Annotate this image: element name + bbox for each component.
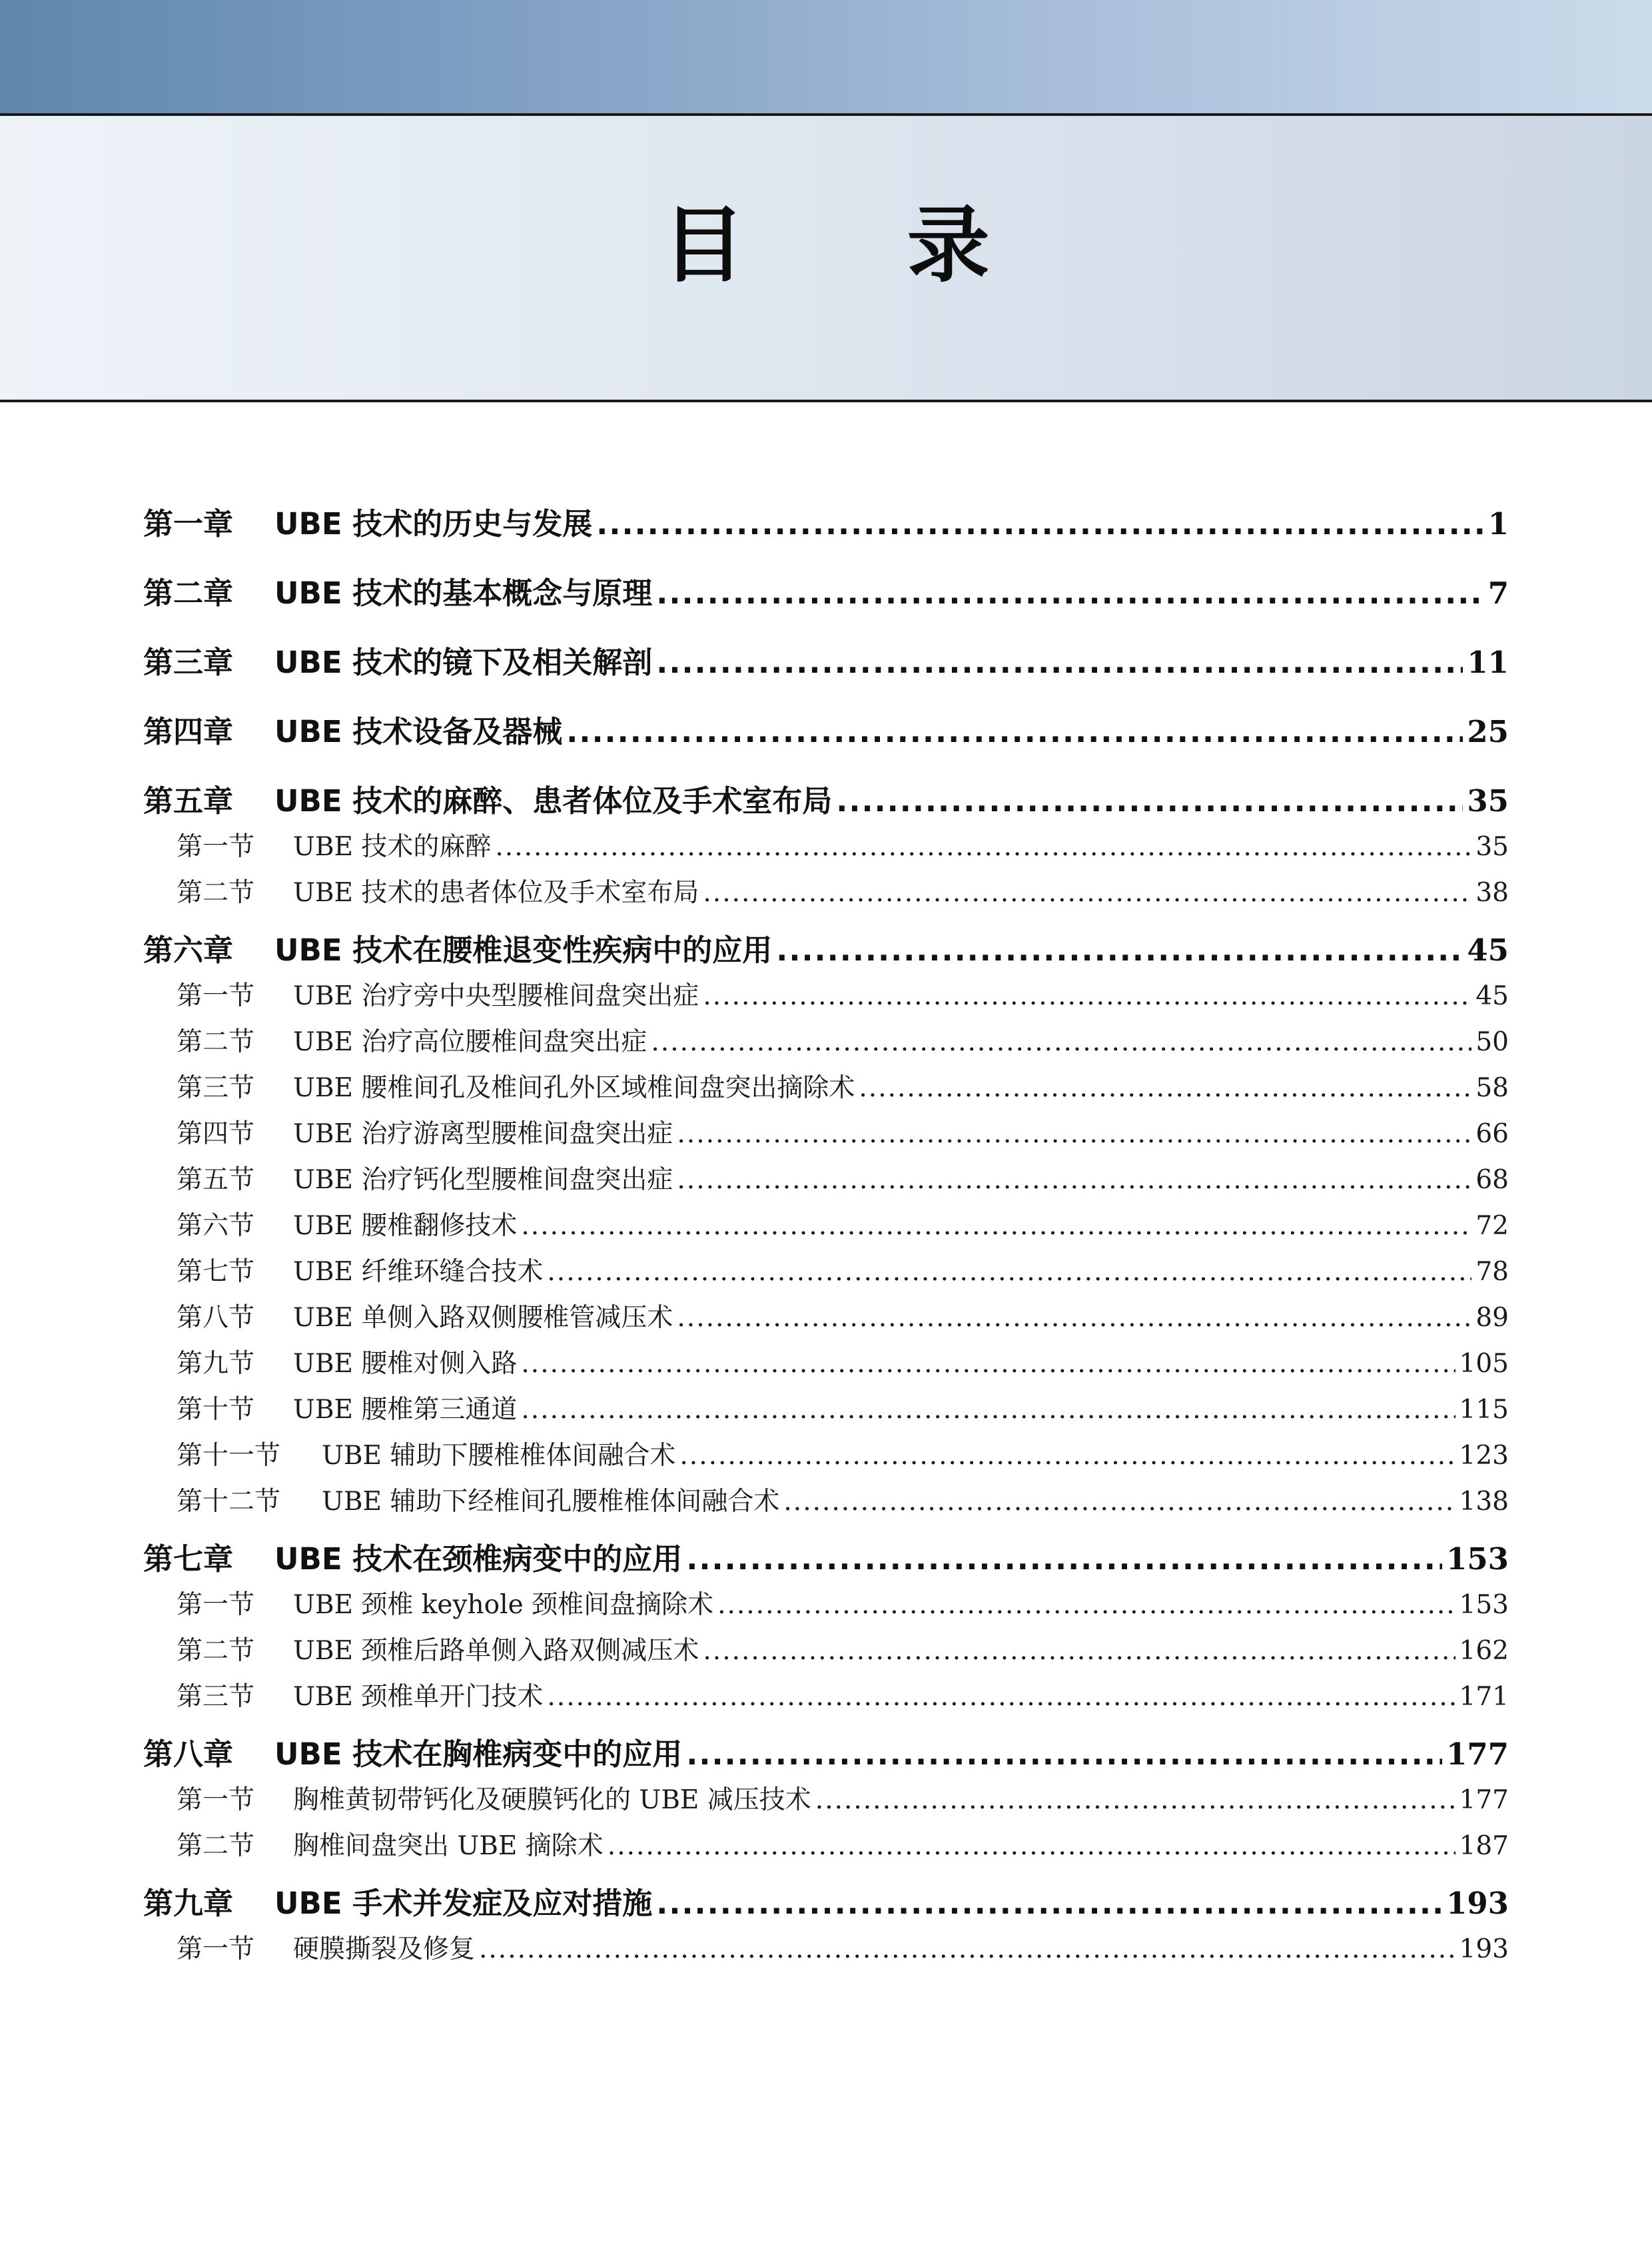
toc-section-row[interactable] (143, 1021, 1509, 1067)
toc-section-row[interactable] (143, 1205, 1509, 1251)
chapter-number: 第五章 (143, 783, 234, 819)
dot-leader (703, 878, 1471, 908)
chapter-number: 第三章 (143, 645, 234, 680)
dot-leader (783, 1487, 1455, 1517)
section-title: UBE 治疗高位腰椎间盘突出症 (293, 1027, 647, 1057)
chapter-number: 第九章 (143, 1886, 234, 1921)
dot-leader (686, 1736, 1442, 1772)
chapter-number: 第一章 (143, 506, 234, 542)
toc-section-row[interactable] (143, 1297, 1509, 1343)
section-title: UBE 技术的麻醉 (293, 832, 492, 862)
page-number: 187 (1459, 1831, 1509, 1861)
page-number: 162 (1459, 1636, 1509, 1666)
page-number: 45 (1475, 981, 1509, 1011)
section-number: 第一节 (177, 832, 255, 862)
section-number: 第一节 (177, 1785, 255, 1815)
page-number: 1 (1487, 506, 1509, 542)
dot-leader (656, 1886, 1442, 1921)
chapter-title: UBE 技术的镜下及相关解剖 (274, 645, 653, 680)
page-number: 50 (1475, 1027, 1509, 1057)
toc-chapter-row[interactable] (143, 500, 1509, 561)
dot-leader (776, 933, 1463, 968)
section-number: 第二节 (177, 1831, 255, 1861)
section-number: 第六节 (177, 1211, 255, 1241)
page-number: 153 (1446, 1541, 1509, 1577)
section-number: 第二节 (177, 1027, 255, 1057)
chapter-title: UBE 技术在腰椎退变性疾病中的应用 (274, 933, 773, 968)
toc-section-row[interactable] (143, 1113, 1509, 1159)
section-number: 第二节 (177, 878, 255, 908)
section-title: UBE 颈椎后路单侧入路双侧减压术 (293, 1636, 699, 1666)
section-number: 第七节 (177, 1257, 255, 1287)
page-number: 123 (1459, 1441, 1509, 1471)
page-number: 171 (1459, 1682, 1509, 1712)
dot-leader (717, 1590, 1455, 1620)
chapter-title: UBE 技术的麻醉、患者体位及手术室布局 (274, 783, 833, 819)
section-title: UBE 颈椎 keyhole 颈椎间盘摘除术 (293, 1590, 714, 1620)
dot-leader (859, 1073, 1471, 1103)
page-number: 193 (1459, 1934, 1509, 1964)
dot-leader (703, 1636, 1455, 1666)
chapter-number: 第四章 (143, 714, 234, 749)
chapter-title: UBE 技术设备及器械 (274, 714, 563, 749)
dot-leader (521, 1349, 1455, 1379)
table-of-contents (143, 500, 1509, 1974)
page-number: 177 (1446, 1736, 1509, 1772)
dot-leader (547, 1257, 1471, 1287)
toc-section-row[interactable] (143, 1779, 1509, 1825)
section-title: UBE 腰椎翻修技术 (293, 1211, 518, 1241)
chapter-title: UBE 技术在胸椎病变中的应用 (274, 1736, 683, 1772)
section-number: 第二节 (177, 1636, 255, 1666)
page-number: 177 (1459, 1785, 1509, 1815)
toc-chapter-row[interactable] (143, 561, 1509, 630)
page-number: 25 (1467, 714, 1509, 749)
toc-section-row[interactable] (143, 1435, 1509, 1481)
page-number: 66 (1475, 1119, 1509, 1149)
section-title: UBE 治疗钙化型腰椎间盘突出症 (293, 1165, 673, 1195)
chapter-title: UBE 技术的基本概念与原理 (274, 575, 653, 611)
section-number: 第九节 (177, 1349, 255, 1379)
toc-section-row[interactable] (143, 1343, 1509, 1389)
section-number: 第十节 (177, 1395, 255, 1425)
chapter-number: 第二章 (143, 575, 234, 611)
page-number: 58 (1475, 1073, 1509, 1103)
page-title: 目 录 (662, 198, 1056, 294)
toc-section-row[interactable] (143, 1584, 1509, 1630)
dot-leader (521, 1211, 1471, 1241)
section-title: UBE 单侧入路双侧腰椎管减压术 (293, 1303, 673, 1333)
toc-section-row[interactable] (143, 1067, 1509, 1113)
top-color-band (0, 0, 1652, 116)
section-title: UBE 辅助下经椎间孔腰椎椎体间融合术 (322, 1487, 780, 1517)
section-number: 第十二节 (177, 1487, 281, 1517)
chapter-title: UBE 技术的历史与发展 (274, 506, 593, 542)
page-number: 7 (1487, 575, 1509, 611)
toc-chapter-row[interactable] (143, 630, 1509, 699)
section-number: 第一节 (177, 981, 255, 1011)
dot-leader (686, 1541, 1442, 1577)
page-number: 35 (1475, 832, 1509, 862)
section-number: 第五节 (177, 1165, 255, 1195)
page-number: 153 (1459, 1590, 1509, 1620)
dot-leader (677, 1165, 1471, 1195)
section-number: 第一节 (177, 1590, 255, 1620)
chapter-number: 第七章 (143, 1541, 234, 1577)
toc-section-row[interactable] (143, 1928, 1509, 1974)
dot-leader (677, 1119, 1471, 1149)
page-number: 105 (1459, 1349, 1509, 1379)
toc-section-row[interactable] (143, 1159, 1509, 1205)
section-title: UBE 颈椎单开门技术 (293, 1682, 544, 1712)
dot-leader (679, 1441, 1455, 1471)
dot-leader (651, 1027, 1471, 1057)
section-title: UBE 腰椎间孔及椎间孔外区域椎间盘突出摘除术 (293, 1073, 855, 1103)
page-number: 11 (1467, 645, 1509, 680)
section-number: 第四节 (177, 1119, 255, 1149)
section-number: 第一节 (177, 1934, 255, 1964)
dot-leader (566, 714, 1463, 749)
section-title: 胸椎黄韧带钙化及硬膜钙化的 UBE 减压技术 (293, 1785, 811, 1815)
section-title: UBE 辅助下腰椎椎体间融合术 (322, 1441, 676, 1471)
toc-section-row[interactable] (143, 872, 1509, 918)
section-title: UBE 技术的患者体位及手术室布局 (293, 878, 699, 908)
chapter-title: UBE 手术并发症及应对措施 (274, 1886, 653, 1921)
dot-leader (656, 645, 1463, 680)
chapter-number: 第六章 (143, 933, 234, 968)
toc-section-row[interactable] (143, 1481, 1509, 1527)
page-number: 45 (1467, 933, 1509, 968)
dot-leader (495, 832, 1471, 862)
toc-chapter-row[interactable] (143, 699, 1509, 769)
section-title: 硬膜撕裂及修复 (293, 1934, 476, 1964)
dot-leader (547, 1682, 1455, 1712)
dot-leader (836, 783, 1463, 819)
section-number: 第八节 (177, 1303, 255, 1333)
toc-section-row[interactable] (143, 1389, 1509, 1435)
page-number: 68 (1475, 1165, 1509, 1195)
dot-leader (815, 1785, 1455, 1815)
page-number: 115 (1459, 1395, 1509, 1425)
chapter-number: 第八章 (143, 1736, 234, 1772)
page-number: 89 (1475, 1303, 1509, 1333)
page-number: 78 (1475, 1257, 1509, 1287)
dot-leader (703, 981, 1471, 1011)
page-number: 193 (1446, 1886, 1509, 1921)
toc-section-row[interactable] (143, 1630, 1509, 1676)
section-title: UBE 腰椎对侧入路 (293, 1349, 518, 1379)
section-title: 胸椎间盘突出 UBE 摘除术 (293, 1831, 604, 1861)
dot-leader (608, 1831, 1455, 1861)
section-title: UBE 治疗游离型腰椎间盘突出症 (293, 1119, 673, 1149)
section-number: 第十一节 (177, 1441, 281, 1471)
dot-leader (479, 1934, 1455, 1964)
chapter-title: UBE 技术在颈椎病变中的应用 (274, 1541, 683, 1577)
section-title: UBE 治疗旁中央型腰椎间盘突出症 (293, 981, 699, 1011)
toc-section-row[interactable] (143, 975, 1509, 1021)
page-number: 38 (1475, 878, 1509, 908)
toc-section-row[interactable] (143, 1251, 1509, 1297)
page-number: 138 (1459, 1487, 1509, 1517)
page-number: 72 (1475, 1211, 1509, 1241)
toc-section-row[interactable] (143, 1676, 1509, 1722)
section-number: 第三节 (177, 1073, 255, 1103)
toc-section-row[interactable] (143, 1825, 1509, 1871)
section-title: UBE 腰椎第三通道 (293, 1395, 518, 1425)
toc-section-row[interactable] (143, 826, 1509, 872)
dot-leader (677, 1303, 1471, 1333)
dot-leader (521, 1395, 1455, 1425)
dot-leader (656, 575, 1483, 611)
dot-leader (596, 506, 1483, 542)
section-title: UBE 纤维环缝合技术 (293, 1257, 544, 1287)
page-number: 35 (1467, 783, 1509, 819)
section-number: 第三节 (177, 1682, 255, 1712)
